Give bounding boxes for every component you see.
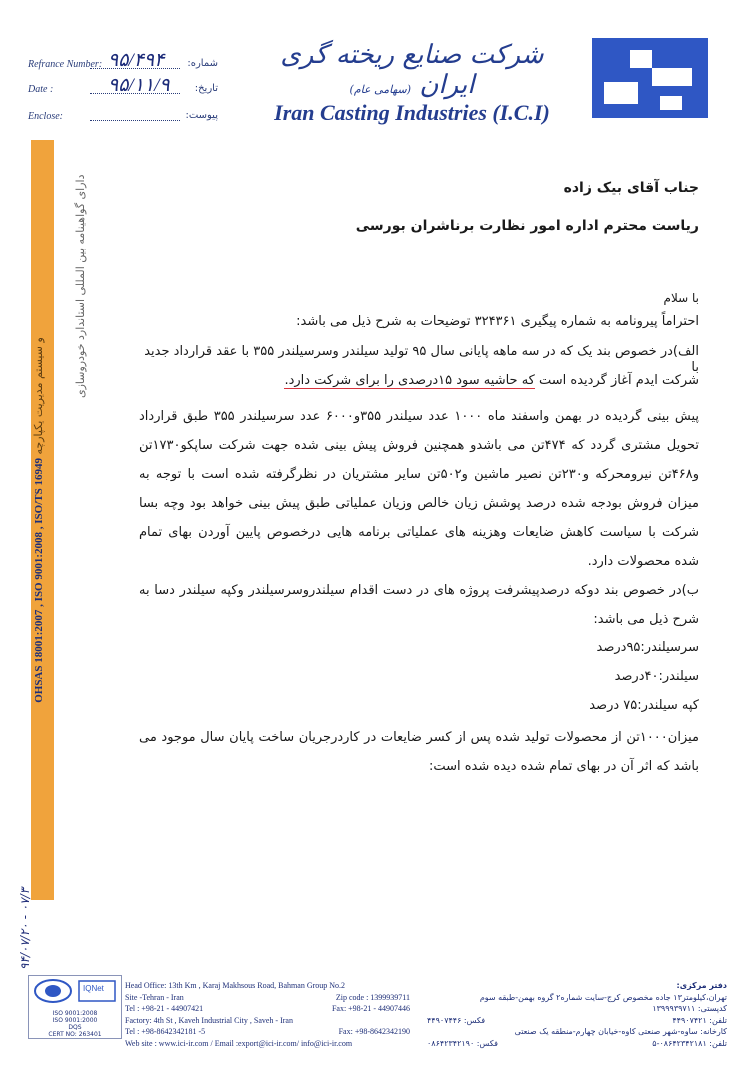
enclose-label-fa: پیوست: [185, 110, 218, 121]
reference-label-fa: شماره: [187, 58, 218, 69]
company-logo [590, 36, 710, 120]
footer-persian-address: دفتر مرکزی: تهران،کیلومتر۱۳ جاده مخصوص کرج-سایت شماره۲ گروه بهمن-طبقه سوم کدپستی: ۱۳۹۹۹۳۹۷۱۱ تلفن: ۴۴۹۰۷۴۲۱ فکس: ۴۴۹۰۷۴۴۶ کارخانه: ساوه-شهر صنعتی کاوه-خیابان چهارم-منطقه یک صنعتی تلفن: ۰۸۶۴۲۳۴۲۱۸۱-۵ فکس: ۰۸۶۴۲۳۴۲۱۹۰ [427, 981, 727, 1048]
paragraph-a-line1: الف)در خصوص بند یک که در سه ماهه پایانی سال ۹۵ تولید سیلندر وسرسیلندر ۳۵۵ با عقد قرارداد جدید با [144, 344, 699, 375]
iqnet-label: IQNet [83, 984, 104, 993]
greeting: با سلام [663, 291, 699, 305]
paragraph-a-line2: شرکت ایدم آغاز گردیده است که حاشیه سود ۱۵درصدی را برای شرکت دارد. [284, 373, 699, 388]
certification-numbers: ISO 9001:2008 ISO 9001:2000 DQS CERT NO: 263401 [48, 1010, 102, 1038]
company-name-fa: شرکت صنایع ریخته گری ایران (سهامی عام) [280, 40, 544, 100]
enclosure-field [28, 109, 218, 125]
reference-value: ۹۵/۴۹۴ [108, 50, 165, 71]
certification-logo-icon [29, 976, 121, 1006]
progress-item-cylinder-head: سرسیلندر:۹۵درصد [596, 640, 699, 655]
paragraph-b: ب)در خصوص بند دوکه درصدپیشرفت پروژه های در دست اقدام سیلندروسرسیلندر وکپه سیلندر دسا به شرح ذیل می باشد: [139, 583, 699, 627]
date-value: ۹۵/۱۱/۹ [108, 75, 170, 96]
recipient-name: جناب آقای بیک زاده [563, 180, 699, 196]
date-label-fa: تاریخ: [194, 83, 218, 94]
date-field [28, 75, 218, 98]
date-label-en: Date : [28, 84, 54, 95]
dotted-line [90, 120, 180, 121]
enclose-label-en: Enclose: [28, 111, 63, 122]
reference-label-en: Refrance Number: [28, 59, 103, 70]
forecast-paragraph: پیش بینی گردیده در بهمن واسفند ماه ۱۰۰۰ عدد سیلندر ۳۵۵و۶۰۰۰ عدد سرسیلندر ۳۵۵ طبق قرارداد تحویل مشتری گردد که ۴۷۴تن می باشدو همچنین فروش پیش بینی شده جهت شرکت ساپکو۱۷۳۰تن و۴۶۸تن نیرومحرکه و۲۳۰تن نصیر ماشین و۵۰۲تن سایر مشتریان در نظرگرفته شده است با توجه به میزان فروش بودجه شده درصد پوشش زیان خالص وزیان عملیاتی طبق پیش بینی خواهد بود وچه بسا شرکت با سیاست کاهش ضایعات وهزینه های عملیاتی برنامه هایی درخصوص پایین آوردن بهای تمام شده محصولات دارد. [139, 409, 699, 569]
certification-caption: دارای گواهینامه بین المللی استاندارد خودروسازی [74, 175, 87, 399]
handwritten-date: ۹۴/۰۷/۲۰ - ۰۷/۳ [18, 887, 32, 970]
reference-number-field [28, 50, 218, 73]
closing-paragraph: میزان۱۰۰۰تن از محصولات تولید شده پس از کسر ضایعات در کاردرجریان ساخت پایان سال موجود می باشد که اثر آن در بهای تمام شده دیده شده است: [139, 730, 699, 774]
recipient-title: ریاست محترم اداره امور نظارت برناشران بورسی [355, 218, 699, 234]
footer-english-address: Head Office: 13th Km , Karaj Makhsous Road, Bahman Group No.2 Site -Tehran - Iran Zip code : 1399939711 Tel : +98-21 - 44907421 Fax: +98-21 - 44907446 Factory: 4th St , Kaveh Industrial City , Saveh - Iran Tel : +98-8642342181 -5 Fax: +98-8642342190 Web site : www.ici-ir.com / Email :export@ici-ir.com/ info@ici-ir.com [125, 981, 410, 1048]
certification-text: OHSAS 18001:2007 , ISO 9001:2008 , ISO/TS 16949 و سیستم مدیریت یکپارچه [32, 337, 45, 703]
intro-paragraph: احتراماً پیرونامه به شماره پیگیری ۳۲۴۳۶۱ توضیحات به شرح ذیل می باشد: [296, 314, 699, 329]
progress-item-cylinder: سیلندر:۴۰درصد [614, 669, 699, 684]
progress-item-block: کپه سیلندر:۷۵ درصد [589, 698, 699, 713]
company-name-en: Iran Casting Industries (I.C.I) [274, 100, 550, 125]
certification-badges [28, 975, 122, 1039]
highlighted-margin-text: که حاشیه سود ۱۵درصدی را برای شرکت دارد. [284, 373, 535, 388]
